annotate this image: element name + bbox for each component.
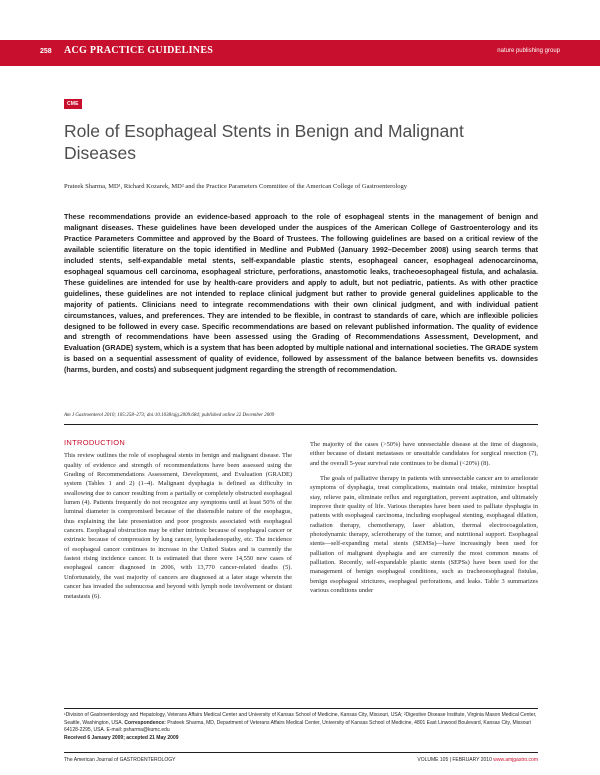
intro-paragraph: This review outlines the role of esophageal stents in benign and malignant disease. The quality of evidence and strength of recommendations have been assessed using the Grading of Recommendations Assessment, Development, and Evaluation (GRADE) system (Tables 1 and 2) (1–4). Malignant dysphagia is defined as difficulty in swallowing due to cancer resulting from a partially or completely obstructed esophageal lumen (4). Patients frequently do not recognize any symptoms until at least 50% of the luminal diameter is compromised because of the distensible nature of the esophagus, thus explaining the late presentation and poor prognosis associated with esophageal cancers. Esophageal obstruction may be either intrinsic because of esophageal cancer or extrinsic because of compression by lung cancer, lymphadenopathy, etc. The incidence of esophageal cancer continues to increase in the United States and is currently the fastest rising incidence cancer. It is estimated that there were 14,550 new cases of esophageal cancer diagnosed in 2006, with 13,770 cancer-related deaths (5). Unfortunately, the vast majority of cancers are diagnosed at a later stage wherein the cancer has invaded the submucosa and beyond with lymph node involvement or distant metastasis (6). [64, 452, 292, 600]
intro-heading: INTRODUCTION [64, 438, 126, 447]
volume-info: VOLUME 105 | FEBRUARY 2010 [417, 757, 492, 763]
page-number: 258 [40, 48, 52, 55]
citation: Am J Gastroenterol 2010; 105:258–273; doi:10.1038/ajg.2009.684; published online 22 December 2009 [64, 413, 275, 418]
footnote-divider [64, 708, 538, 709]
article-title: Role of Esophageal Stents in Benign and Malignant Diseases [64, 121, 464, 163]
correspondence: Prateek Sharma, MD, Department of Veterans Affairs Medical Center, University of Kansas School of Medicine, 4801 East Linwood Boulevard, Kansas City, Missouri 64128-2295, USA. E-mail: psharma@kumc.edu [64, 719, 532, 734]
section-title: ACG PRACTICE GUIDELINES [64, 45, 214, 56]
received-dates: Received 6 January 2009; accepted 21 May 2009 [64, 734, 179, 741]
cme-badge: CME [64, 99, 82, 109]
journal-url[interactable]: www.amjgastro.com [493, 757, 538, 763]
footnotes [64, 712, 538, 742]
publisher-name: nature publishing group [497, 48, 560, 54]
correspondence-label: Correspondence: [124, 719, 166, 726]
right-paragraph-2: The goals of palliative therapy in patients with unresectable cancer are to ameliorate symptoms of dysphagia, treat complications, maintain oral intake, minimize hospital stay, relieve pain, eliminate reflux and regurgitation, prevent aspiration, and ultimately improve their quality of life. Various therapies have been used to palliate dysphagia in patients with esophageal carcinoma, including esophageal stenting, esophageal dilation, radiation therapy, chemotherapy, laser ablation, thermal electrocoagulation, photodynamic therapy, sclerotherapy of the tumor, and nutritional support. Esophageal stents—self-expanding metal stents (SEMSs)—have increasingly been used for palliation of malignant dysphagia and are currently the most common means of palliation. Recently, self-expandable plastic stents (SEPSs) have been used for the management of benign esophageal conditions, such as tracheoesophageal fistulas, benign esophageal strictures, esophageal perforations, and leaks. Table 3 summarizes various conditions under [310, 475, 538, 595]
footer-right [417, 757, 538, 763]
article-authors: Prateek Sharma, MD¹, Richard Kozarek, MD² and the Practice Parameters Committee of the American College of Gastroenterology [64, 183, 408, 190]
right-paragraph-1: The majority of the cases (>50%) have unresectable disease at the time of diagnosis, either because of distant metastases or unsuitable candidates for surgical resection (7), and the overall 5-year survival rate continues to be dismal (<20%) (8). [310, 441, 538, 467]
journal-name: The American Journal of GASTROENTEROLOGY [64, 757, 176, 763]
right-column [310, 440, 538, 596]
divider [64, 424, 538, 425]
affiliations: ¹Division of Gastroenterology and Hepatology, Veterans Affairs Medical Center and University of Kansas School of Medicine, Kansas City, Missouri, USA; ²Digestive Disease Institute, Virginia Mason Medical Center, Seattle, Washington, USA. [64, 712, 537, 726]
abstract: These recommendations provide an evidence-based approach to the role of esophageal stents in the management of benign and malignant diseases. These guidelines have been developed under the auspices of the American College of Gastroenterology and its Practice Parameters Committee and approved by the Board of Trustees. The following guidelines are based on a critical review of the available scientific literature on the topic identified in Medline and PubMed (January 1992–December 2008) using search terms that included stents, self-expandable metal stents, self-expandable plastic stents, esophageal cancer, esophageal adenocarcinoma, esophageal squamous cell carcinoma, esophageal stricture, perforations, anastomotic leaks, tracheoesophageal fistula, and achalasia. These guidelines are intended for use by health-care providers and apply to adult, but not pediatric, patients. As with other practice guidelines, these guidelines are not intended to replace clinical judgment but rather to provide general guidelines applicable to the majority of patients. Clinicians need to integrate recommendations with their own clinical judgment, and with individual patient circumstances, values, and preferences. They are intended to be flexible, in contrast to standards of care, which are inflexible policies designed to be followed in every case. Specific recommendations are based on relevant published information. The quality of evidence and strength of recommendations have been assessed using the Grading of Recommendations Assessment, Development, and Evaluation (GRADE) system, which is a system that has been adopted by multiple national and international societies. The GRADE system is based on a sequential assessment of quality of evidence, followed by assessment of the balance between benefits vs. downsides (harms, burden, and costs) and subsequent judgment regarding the strength of recommendation. [64, 212, 538, 375]
footer-divider [64, 752, 538, 753]
left-column [64, 438, 292, 601]
